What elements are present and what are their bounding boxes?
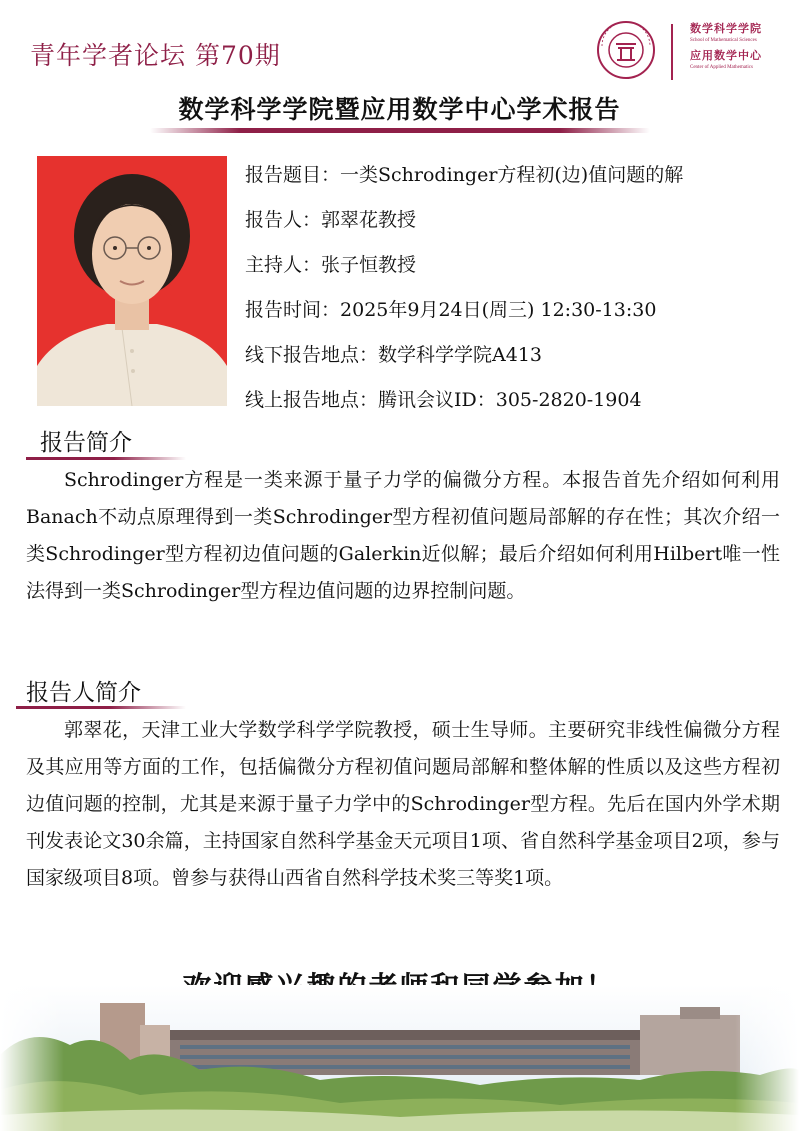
- time-label: 报告时间：: [245, 299, 341, 321]
- logo-divider: [671, 24, 673, 80]
- bio-text: 郭翠花，天津工业大学数学科学学院教授，硕士生导师。主要研究非线性偏微分方程及其应用等方面的工作，包括偏微分方程初值问题局部解和整体解的性质以及这些方程初边值问题的控制，尤其是来源于量子力学中的Schrodinger型方程。先后在国内外学术期刊发表论文30余篇，主持国家自然科学基金天元项目1项、省自然科学基金项目2项，参与国家级项目8项。曾参与获得山西省自然科学技术奖三等奖1项。: [26, 719, 780, 889]
- host-label: 主持人：: [245, 254, 322, 276]
- topic-value: 一类Schrodinger方程初(边)值问题的解: [340, 164, 684, 186]
- info-online-location: [245, 385, 642, 412]
- university-seal-logo: [594, 20, 658, 82]
- abstract-heading: 报告简介: [40, 430, 132, 456]
- online-value: 腾讯会议ID：305-2820-1904: [378, 389, 642, 411]
- campus-illustration: [0, 985, 799, 1131]
- abstract-heading-underline: [26, 457, 186, 460]
- speaker-value: 郭翠花教授: [321, 209, 417, 231]
- online-label: 线上报告地点：: [245, 389, 379, 411]
- offline-value: 数学科学学院A413: [378, 344, 543, 366]
- forum-title: 青年学者论坛 第70期: [30, 41, 281, 70]
- school-logo-text: [690, 22, 794, 72]
- logo-center-en: Center of Applied Mathematics: [690, 65, 753, 70]
- info-host: [245, 250, 416, 277]
- info-speaker: [245, 205, 416, 232]
- main-title-underline: [150, 128, 650, 133]
- bio-heading-underline: [16, 706, 186, 709]
- host-value: 张子恒教授: [321, 254, 417, 276]
- logo-center-cn: 应用数学中心: [690, 49, 762, 62]
- speaker-photo: [37, 156, 227, 406]
- time-value: 2025年9月24日(周三) 12:30-13:30: [340, 299, 657, 321]
- info-topic: [245, 160, 683, 187]
- info-time: [245, 295, 656, 322]
- bio-heading: 报告人简介: [26, 680, 141, 706]
- logo-school-cn: 数学科学学院: [690, 22, 762, 35]
- logo-school-en: School of Mathematical Sciences: [690, 38, 757, 43]
- abstract-text: Schrodinger方程是一类来源于量子力学的偏微分方程。本报告首先介绍如何利用Banach不动点原理得到一类Schrodinger型方程初值问题局部解的存在性；其次介绍一类Schrodinger型方程初边值问题的Galerkin近似解；最后介绍如何利用Hilbert唯一性法得到一类Schrodinger型方程边值问题的边界控制问题。: [26, 469, 780, 602]
- topic-label: 报告题目：: [245, 164, 341, 186]
- speaker-label: 报告人：: [245, 209, 322, 231]
- main-title: 数学科学学院暨应用数学中心学术报告: [178, 95, 621, 124]
- offline-label: 线下报告地点：: [245, 344, 379, 366]
- info-offline-location: [245, 340, 542, 367]
